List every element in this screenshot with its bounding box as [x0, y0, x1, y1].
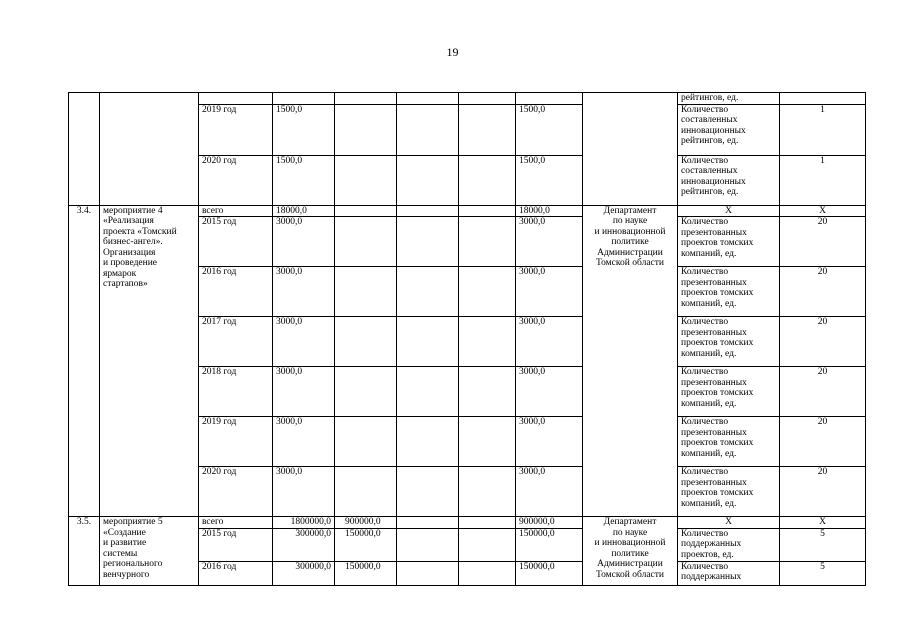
year-cell: 2020 год — [199, 467, 273, 517]
item-name: мероприятие 5 «Создание и развитие системы регионального венчурного — [103, 517, 163, 580]
table-row — [69, 205, 866, 217]
indicator-cell: Количество презентованных проектов томских компаний, ед. — [681, 317, 754, 359]
other-cell: 150000,0 — [516, 528, 583, 561]
value-cell: 5 — [780, 561, 866, 585]
total-cell: 1800000,0 — [273, 517, 335, 529]
value-cell: 1 — [780, 104, 866, 155]
other-cell: 150000,0 — [516, 561, 583, 585]
value-cell: 20 — [780, 217, 866, 267]
indicator-cell: Количество составленных инновационных рейтингов, ед. — [681, 104, 746, 146]
value-cell: 20 — [780, 267, 866, 317]
year-cell: 2016 год — [199, 561, 273, 585]
indicator-cell: Количество презентованных проектов томских компаний, ед. — [681, 467, 754, 509]
total-cell: 3000,0 — [273, 367, 335, 417]
total-cell: 3000,0 — [273, 217, 335, 267]
table-row — [69, 93, 866, 105]
item-name: мероприятие 4 «Реализация проекта «Томский бизнес-ангел». Организация и проведение ярмарок стартапов» — [103, 205, 177, 289]
indicator-cell: Количество презентованных проектов томских компаний, ед. — [681, 367, 754, 409]
other-cell: 3000,0 — [516, 217, 583, 267]
total-cell: 3000,0 — [273, 267, 335, 317]
year-cell: 2020 год — [199, 155, 273, 205]
other-cell: 1500,0 — [516, 104, 583, 155]
page-number: 19 — [446, 45, 459, 59]
value-cell: 20 — [780, 317, 866, 367]
other-cell: 3000,0 — [516, 367, 583, 417]
executor-cell: Департамент по науке и инновационной политике Администрации Томской области — [594, 517, 666, 580]
other-cell: 3000,0 — [516, 267, 583, 317]
other-cell: 18000,0 — [516, 205, 583, 217]
item-number: 3.4. — [69, 205, 100, 517]
indicator-cell: Количество поддержанных проектов, ед. — [681, 528, 742, 560]
year-cell: всего — [199, 517, 273, 529]
indicator-cell: Количество поддержанных — [681, 561, 742, 582]
total-cell: 300000,0 — [273, 528, 335, 561]
total-cell: 300000,0 — [273, 561, 335, 585]
year-cell: 2015 год — [199, 217, 273, 267]
indicator-cell: рейтингов, ед. — [678, 93, 780, 105]
indicator-cell: Количество составленных инновационных рейтингов, ед. — [681, 155, 746, 197]
indicator-cell: Количество презентованных проектов томских компаний, ед. — [681, 217, 754, 259]
year-cell: 2017 год — [199, 317, 273, 367]
federal-cell: 900000,0 — [335, 517, 397, 529]
value-cell: 1 — [780, 155, 866, 205]
item-number: 3.5. — [69, 517, 100, 586]
value-cell: 20 — [780, 467, 866, 517]
total-cell: 1500,0 — [273, 104, 335, 155]
value-cell: 5 — [780, 528, 866, 561]
year-cell: 2015 год — [199, 528, 273, 561]
year-cell: всего — [199, 205, 273, 217]
value-cell: X — [780, 517, 866, 529]
year-cell: 2016 год — [199, 267, 273, 317]
other-cell: 3000,0 — [516, 317, 583, 367]
year-cell: 2019 год — [199, 104, 273, 155]
total-cell: 3000,0 — [273, 467, 335, 517]
value-cell: X — [780, 205, 866, 217]
federal-cell: 150000,0 — [335, 528, 397, 561]
other-cell: 900000,0 — [516, 517, 583, 529]
total-cell: 3000,0 — [273, 317, 335, 367]
program-table — [68, 92, 866, 586]
indicator-cell: X — [678, 517, 780, 529]
other-cell: 3000,0 — [516, 467, 583, 517]
total-cell: 3000,0 — [273, 417, 335, 467]
value-cell: 20 — [780, 367, 866, 417]
other-cell: 3000,0 — [516, 417, 583, 467]
indicator-cell: X — [678, 205, 780, 217]
indicator-cell: Количество презентованных проектов томских компаний, ед. — [681, 267, 754, 309]
table-row — [69, 517, 866, 529]
federal-cell: 150000,0 — [335, 561, 397, 585]
other-cell: 1500,0 — [516, 155, 583, 205]
year-cell: 2019 год — [199, 417, 273, 467]
value-cell: 20 — [780, 417, 866, 467]
executor-cell: Департамент по науке и инновационной политике Администрации Томской области — [594, 205, 666, 268]
indicator-cell: Количество презентованных проектов томских компаний, ед. — [681, 417, 754, 459]
total-cell: 1500,0 — [273, 155, 335, 205]
year-cell: 2018 год — [199, 367, 273, 417]
total-cell: 18000,0 — [273, 205, 335, 217]
